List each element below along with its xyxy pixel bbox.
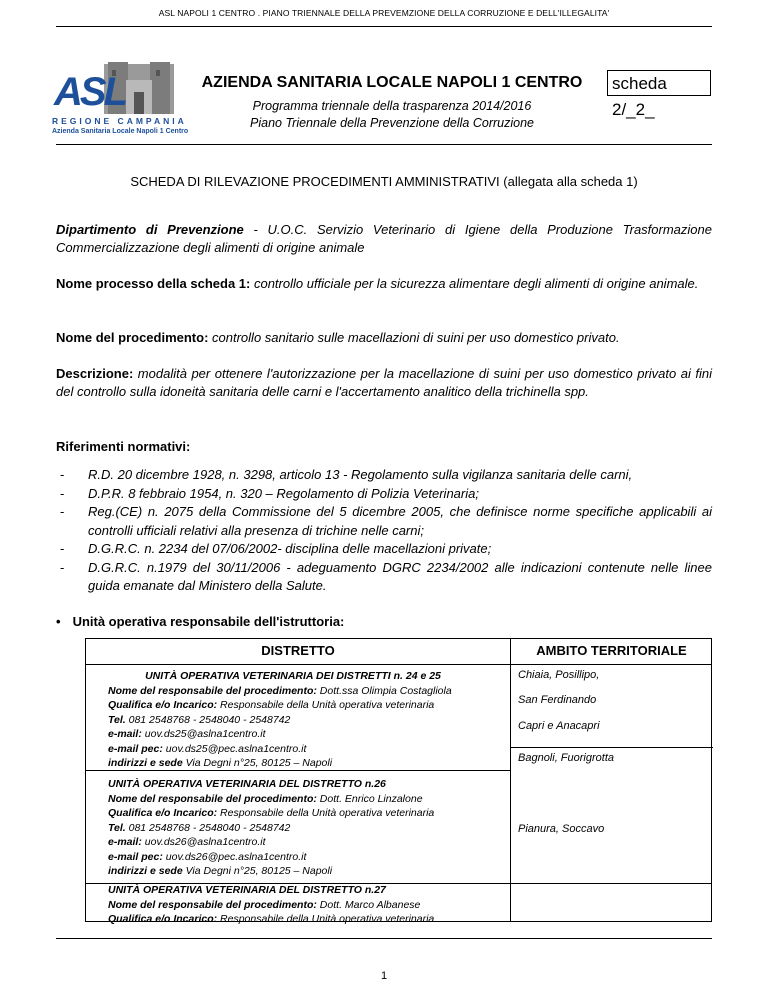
dash-bullet: -: [60, 541, 65, 556]
responsabile-name: Dott. Enrico Linzalone: [316, 792, 423, 805]
ambito-item: Pianura, Soccavo: [518, 823, 605, 835]
distretto-block-24-25: UNITÀ OPERATIVA VETERINARIA DEI DISTRETTI n. 24 e 25 Nome del responsabile del procedimento: Dott.ssa Olimpia Costagliola Qualifica e/o Incarico: Responsabile della Unità operativa veterinaria Tel. 081 2548768 - 2548040 - 2548742 e-mail: uov.ds25@aslna1centro.it e-mail pec: uov.ds25@pec.aslna1centro.it indirizzi e sede Via Degni n°25, 80125 – Napoli: [108, 669, 508, 771]
ambito-item: Bagnoli, Fuorigrotta: [518, 752, 614, 764]
dipartimento-label: Dipartimento di Prevenzione: [56, 222, 244, 237]
email-link[interactable]: uov.ds26@aslna1centro.it: [141, 836, 266, 848]
block-title: UNITÀ OPERATIVA VETERINARIA DEI DISTRETTI n. 24 e 25: [145, 670, 441, 682]
nome-procedimento-label: Nome del procedimento:: [56, 330, 209, 345]
dash-bullet: -: [60, 485, 65, 501]
responsabile-name: Dott.ssa Olimpia Costagliola: [316, 684, 452, 697]
riferimenti-heading: [56, 438, 712, 456]
unita-label: Unità operativa responsabile dell'istruttoria:: [72, 614, 345, 629]
list-item: - D.P.R. 8 febbraio 1954, n. 320 – Regolamento di Polizia Veterinaria;: [60, 485, 712, 504]
email-link[interactable]: uov.ds25@aslna1centro.it: [141, 728, 266, 740]
distretto-block-26: UNITÀ OPERATIVA VETERINARIA DEL DISTRETTO n.26 Nome del responsabile del procedimento: Dott. Enrico Linzalone Qualifica e/o Incarico: Responsabile della Unità operativa veterinaria Tel. 081 2548768 - 2548040 - 2548742 e-mail: uov.ds26@aslna1centro.it e-mail pec: uov.ds26@pec.aslna1centro.it indirizzi e sede Via Degni n°25, 80125 – Napoli: [108, 777, 508, 879]
header-row-divider: [86, 664, 711, 665]
column-divider: [510, 639, 511, 921]
dash-bullet: -: [60, 504, 65, 519]
col-header-ambito: AMBITO TERRITORIALE: [536, 643, 687, 658]
unita-heading: [56, 614, 344, 629]
block-title: UNITÀ OPERATIVA VETERINARIA DEL DISTRETTO n.27: [108, 884, 386, 896]
page-number: 1: [380, 970, 388, 982]
logo-letters: ASL: [54, 70, 125, 114]
descrizione-label: Descrizione:: [56, 366, 134, 381]
dipartimento-text: - U.O.C. Servizio Veterinario di Igiene della Produzione Trasformazione Commercializzazione degli alimenti di origine animale: [56, 222, 712, 255]
header-divider: [56, 26, 712, 27]
nome-processo-label: Nome processo della scheda 1:: [56, 276, 251, 291]
descrizione-text: modalità per ottenere l'autorizzazione per la macellazione di suini per uso domestico privato ai fini del controllo sulla idoneità sanitaria delle carni e l'accertamento analitico della trichinella spp.: [56, 366, 712, 399]
col-header-distretto: DISTRETTO: [261, 643, 335, 658]
bullet-icon: •: [56, 614, 61, 629]
riferimenti-list: [60, 466, 712, 596]
responsabile-name: Dott. Marco Albanese: [316, 898, 421, 911]
pec-link[interactable]: uov.ds26@pec.aslna1centro.it: [162, 850, 307, 863]
nome-processo-paragraph: [56, 275, 712, 293]
list-item: - D.G.R.C. n.1979 del 30/11/2006 - adeguamento DGRC 2234/2002 alle indicazioni contenute nelle linee guida emanate dal Ministero della Salute.: [60, 559, 712, 593]
section-title: SCHEDA DI RILEVAZIONE PROCEDIMENTI AMMINISTRATIVI (allegata alla scheda 1): [130, 174, 638, 189]
logo-region: REGIONE CAMPANIA: [52, 116, 187, 126]
nome-procedimento-paragraph: [56, 329, 712, 347]
ambito-item: Chiaia, Posillipo,: [518, 669, 600, 681]
distretto-block-27: UNITÀ OPERATIVA VETERINARIA DEL DISTRETTO n.27 Nome del responsabile del procedimento: Dott. Marco Albanese Qualifica e/o Incarico: Responsabile della Unità operativa veterinaria: [108, 883, 508, 927]
nome-procedimento-text: controllo sanitario sulle macellazioni di suini per uso domestico privato.: [208, 330, 620, 345]
dash-bullet: -: [60, 559, 65, 575]
list-item: - R.D. 20 dicembre 1928, n. 3298, articolo 13 - Regolamento sulla vigilanza sanitaria delle carni,: [60, 466, 712, 485]
footer-divider: [56, 938, 712, 939]
riferimenti-label: Riferimenti normativi:: [56, 439, 191, 454]
dipartimento-paragraph: [56, 221, 712, 257]
pec-link[interactable]: uov.ds25@pec.aslna1centro.it: [162, 742, 307, 755]
subtitle-trasparenza: Programma triennale della trasparenza 2014/2016: [252, 99, 532, 113]
tel-value: 081 2548768 - 2548040 - 2548742: [125, 821, 291, 834]
asl-logo: [52, 62, 192, 144]
org-title: AZIENDA SANITARIA LOCALE NAPOLI 1 CENTRO: [201, 74, 583, 91]
tel-value: 081 2548768 - 2548040 - 2548742: [125, 713, 291, 726]
nome-processo-text: controllo ufficiale per la sicurezza alimentare degli alimenti di origine animale.: [250, 276, 699, 291]
logo-subtitle: Azienda Sanitaria Locale Napoli 1 Centro: [52, 128, 189, 135]
list-item: - Reg.(CE) n. 2075 della Commissione del 5 dicembre 2005, che definisce norme specifiche applicabili ai controlli ufficiali relativi alla presenza di trichine nelle carni;: [60, 504, 712, 538]
block-title: UNITÀ OPERATIVA VETERINARIA DEL DISTRETTO n.26: [108, 778, 386, 790]
title-divider: [56, 144, 712, 145]
running-header: ASL NAPOLI 1 CENTRO . PIANO TRIENNALE DELLA PREVEMZIONE DELLA CORRUZIONE E DELL'ILLEGALITA': [158, 8, 610, 18]
ambito-item: Capri e Anacapri: [518, 720, 600, 732]
cell-divider: [510, 747, 713, 748]
distretti-table: [85, 638, 712, 925]
ambito-item: San Ferdinando: [518, 694, 597, 706]
descrizione-paragraph: [56, 365, 712, 401]
subtitle-prevenzione: Piano Triennale della Prevenzione della Corruzione: [250, 116, 534, 130]
dash-bullet: -: [60, 467, 65, 482]
scheda-box: scheda 2/_2_: [607, 70, 711, 96]
list-item: - D.G.R.C. n. 2234 del 07/06/2002- disciplina delle macellazioni private;: [60, 540, 712, 559]
